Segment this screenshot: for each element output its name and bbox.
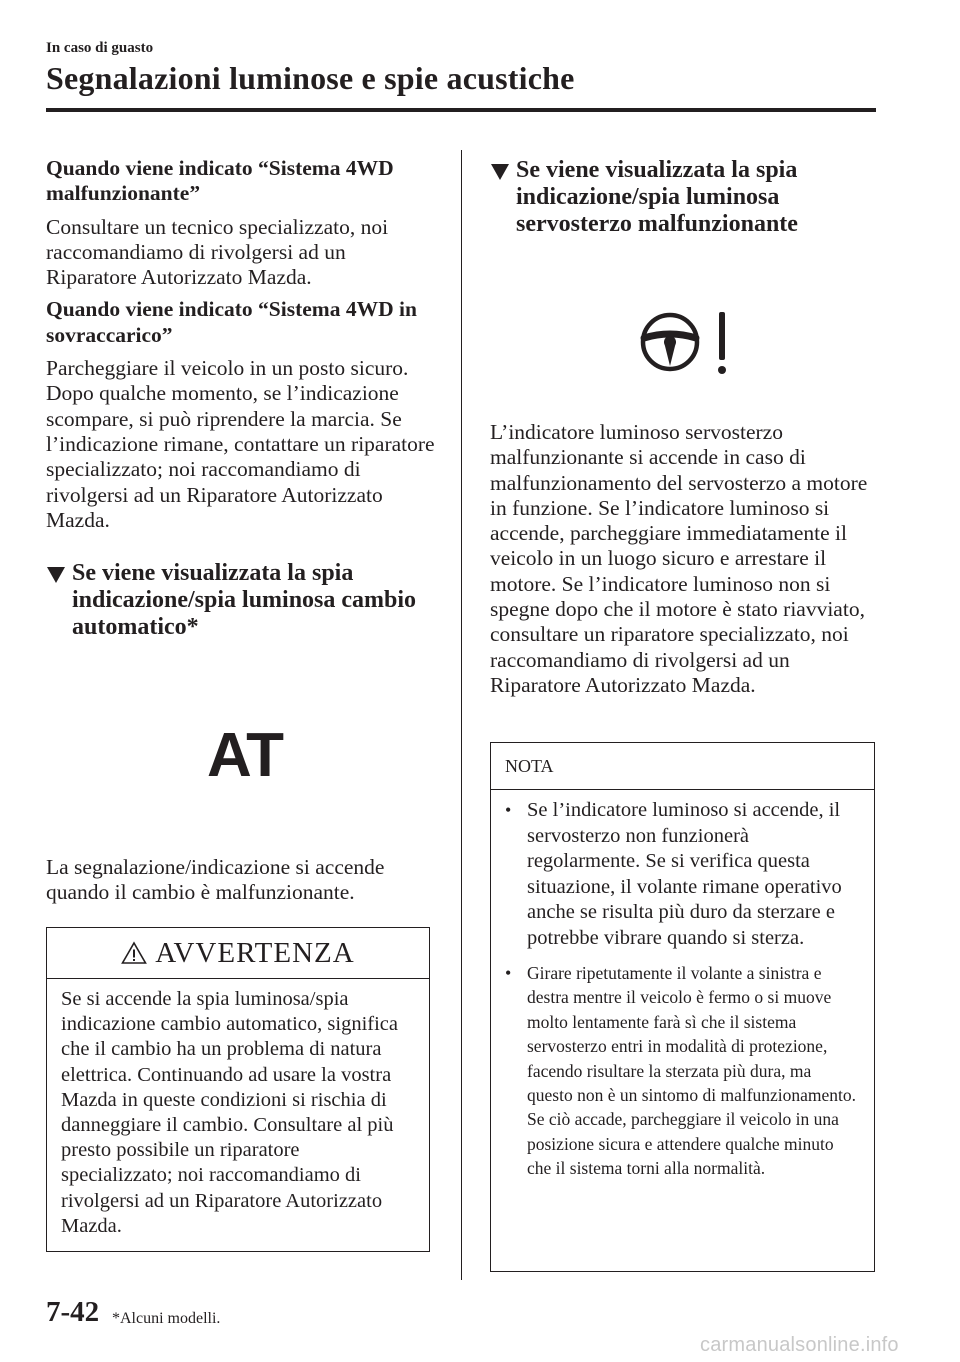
- section-label: In caso di guasto: [46, 40, 154, 56]
- at-description-text: La segnalazione/indicazione si accende quando il cambio è malfunzionante.: [46, 855, 385, 905]
- at-warning-icon: [200, 720, 290, 790]
- warning-body: Se si accende la spia luminosa/spia indicazione cambio automatico, significa che il cambio ha un problema di natura elettrica. Continuando ad usare la vostra Mazda in queste condizioni si rischia di danneggiare il cambio. Consultare al più presto possibile un riparatore specializzato; noi raccomandiamo di rivolgersi ad un Riparatore Autorizzato Mazda.: [61, 988, 398, 1237]
- power-steering-text: L’indicatore luminoso servosterzo malfunzionante si accende in caso di malfunzionamento del servosterzo a motore in funzione. Se l’indicatore luminoso si accende, parcheggiare immediatamente il veicolo in un luogo sicuro e arrestare il motore. Se l’indicatore luminoso non si spegne dopo che il motore è stato riavviato, consultare un riparatore specializzato, noi raccomandiamo di rivolgersi ad un Riparatore Autorizzato Mazda.: [490, 420, 868, 697]
- note-title: NOTA: [491, 743, 874, 790]
- paragraph-4wd-malfunction: Consultare un tecnico specializzato, noi raccomandiamo di rivolgersi ad un Riparatore Autorizzato Mazda.: [46, 214, 389, 290]
- note-bullet: [505, 961, 860, 1181]
- triangle-down-icon: [46, 564, 66, 584]
- note-body: [491, 790, 874, 1181]
- heading-at-warning: [46, 560, 446, 641]
- page-number: 7-42: [46, 1296, 100, 1328]
- left-column-text: [46, 156, 436, 540]
- at-description: [46, 855, 436, 913]
- watermark: carmanualsonline.info: [700, 1334, 899, 1356]
- note-bullet-text: Se l’indicatore luminoso si accende, il servosterzo non funzionerà regolarmente. Se si verifica questa situazione, il volante rimane operativo anche se risulta più duro da sterzare e potrebbe vibrare quando si sterza.: [527, 799, 842, 949]
- at-icon-label: AT: [206, 720, 284, 790]
- power-steering-body: [490, 420, 880, 705]
- triangle-down-icon: [490, 161, 510, 181]
- heading-power-steering: [490, 157, 880, 238]
- title-rule: [46, 108, 876, 112]
- bullet-dot-icon: •: [505, 800, 512, 820]
- note-box: [490, 742, 875, 1272]
- note-bullet-text: Girare ripetutamente il volante a sinistra e destra mentre il veicolo è fermo o si muove molto lentamente farà sì che il sistema servosterzo entri in modalità di protezione, facendo risultare la sterzata più dura, ma questo non è un sintomo di malfunzionamento. Se ciò accade, parcheggiare il veicolo in una posizione sicura e attendere qualche minuto che il sistema torni alla normalità.: [527, 963, 857, 1179]
- page-title: Segnalazioni luminose e spie acustiche: [46, 60, 575, 96]
- sub-heading-4wd-overload: Quando viene indicato “Sistema 4WD in sovraccarico”: [46, 297, 417, 347]
- power-steering-warning-icon: [638, 308, 738, 378]
- warning-triangle-icon: [121, 941, 147, 965]
- bullet-dot-icon: •: [505, 963, 512, 983]
- column-divider: [461, 150, 462, 1280]
- note-bullet: [505, 798, 860, 951]
- warning-box: [46, 927, 430, 1252]
- heading-power-steering-text: Se viene visualizzata la spia indicazione/spia luminosa servosterzo malfunzionante: [516, 157, 798, 237]
- heading-at-warning-text: Se viene visualizzata la spia indicazione/spia luminosa cambio automatico*: [72, 560, 417, 640]
- warning-title: AVVERTENZA: [155, 936, 355, 969]
- warning-header: [47, 928, 429, 979]
- footnote: *Alcuni modelli.: [112, 1310, 221, 1327]
- paragraph-4wd-overload: Parcheggiare il veicolo in un posto sicuro. Dopo qualche momento, se l’indicazione scompare, si può riprendere la marcia. Se l’indicazione rimane, contattare un riparatore specializzato; noi raccomandiamo di rivolgersi ad un Riparatore Autorizzato Mazda.: [46, 356, 435, 532]
- sub-heading-4wd-malfunction: Quando viene indicato “Sistema 4WD malfunzionante”: [46, 156, 394, 206]
